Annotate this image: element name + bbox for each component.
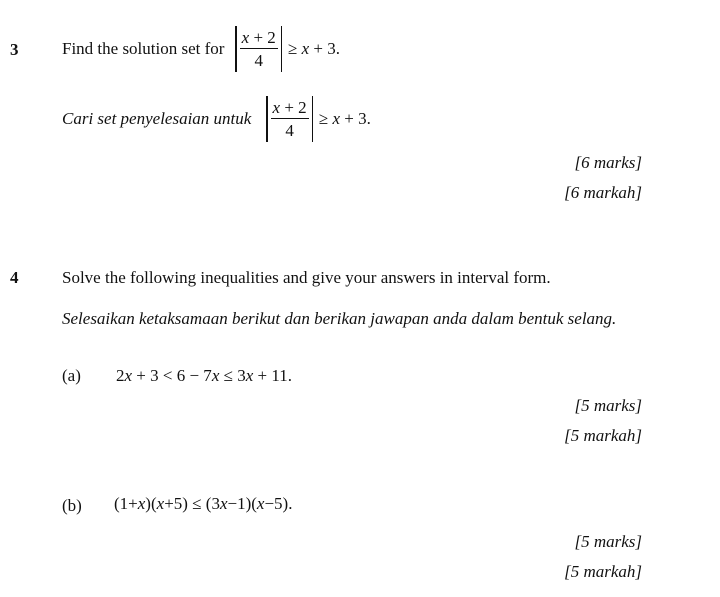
q3-absolute-fraction: $\frac{x + 2}{4}$	[232, 26, 285, 72]
q4b-marks-english: [5 marks]	[574, 532, 642, 551]
q4a-marks-malay: [5 markah]	[564, 426, 642, 445]
q3-marks-english: [6 marks]	[574, 153, 642, 172]
q3-malay-absolute-fraction: $\frac{x + 2}{4}$	[263, 96, 316, 142]
q3-marks-malay: [6 markah]	[564, 183, 642, 202]
question-4-number: 4	[10, 268, 19, 287]
question-3-english-text: Find the solution set for	[62, 39, 225, 58]
q3-malay-inequality-rhs: ≥ x + 3.	[318, 109, 371, 128]
q4b-marks-malay: [5 markah]	[564, 562, 642, 581]
q4a-inequality: 2x + 3 < 6 − 7x ≤ 3x + 11.	[116, 366, 292, 385]
question-3-english	[62, 24, 340, 74]
question-4-malay: Selesaikan ketaksamaan berikut dan berikan jawapan anda dalam bentuk selang.	[62, 309, 617, 328]
question-3-number: 3	[10, 40, 19, 59]
question-3-malay-text: Cari set penyelesaian untuk	[62, 109, 252, 128]
q4a-label: (a)	[62, 366, 81, 385]
q4b-inequality: (1+x)(x+5) ≤ (3x−1)(x−5).	[114, 494, 293, 513]
question-4-english: Solve the following inequalities and give your answers in interval form.	[62, 268, 551, 287]
q4a-marks-english: [5 marks]	[574, 396, 642, 415]
question-3-malay	[62, 94, 371, 144]
q3-inequality-rhs: ≥ x + 3.	[287, 39, 340, 58]
q4b-label: (b)	[62, 496, 82, 515]
